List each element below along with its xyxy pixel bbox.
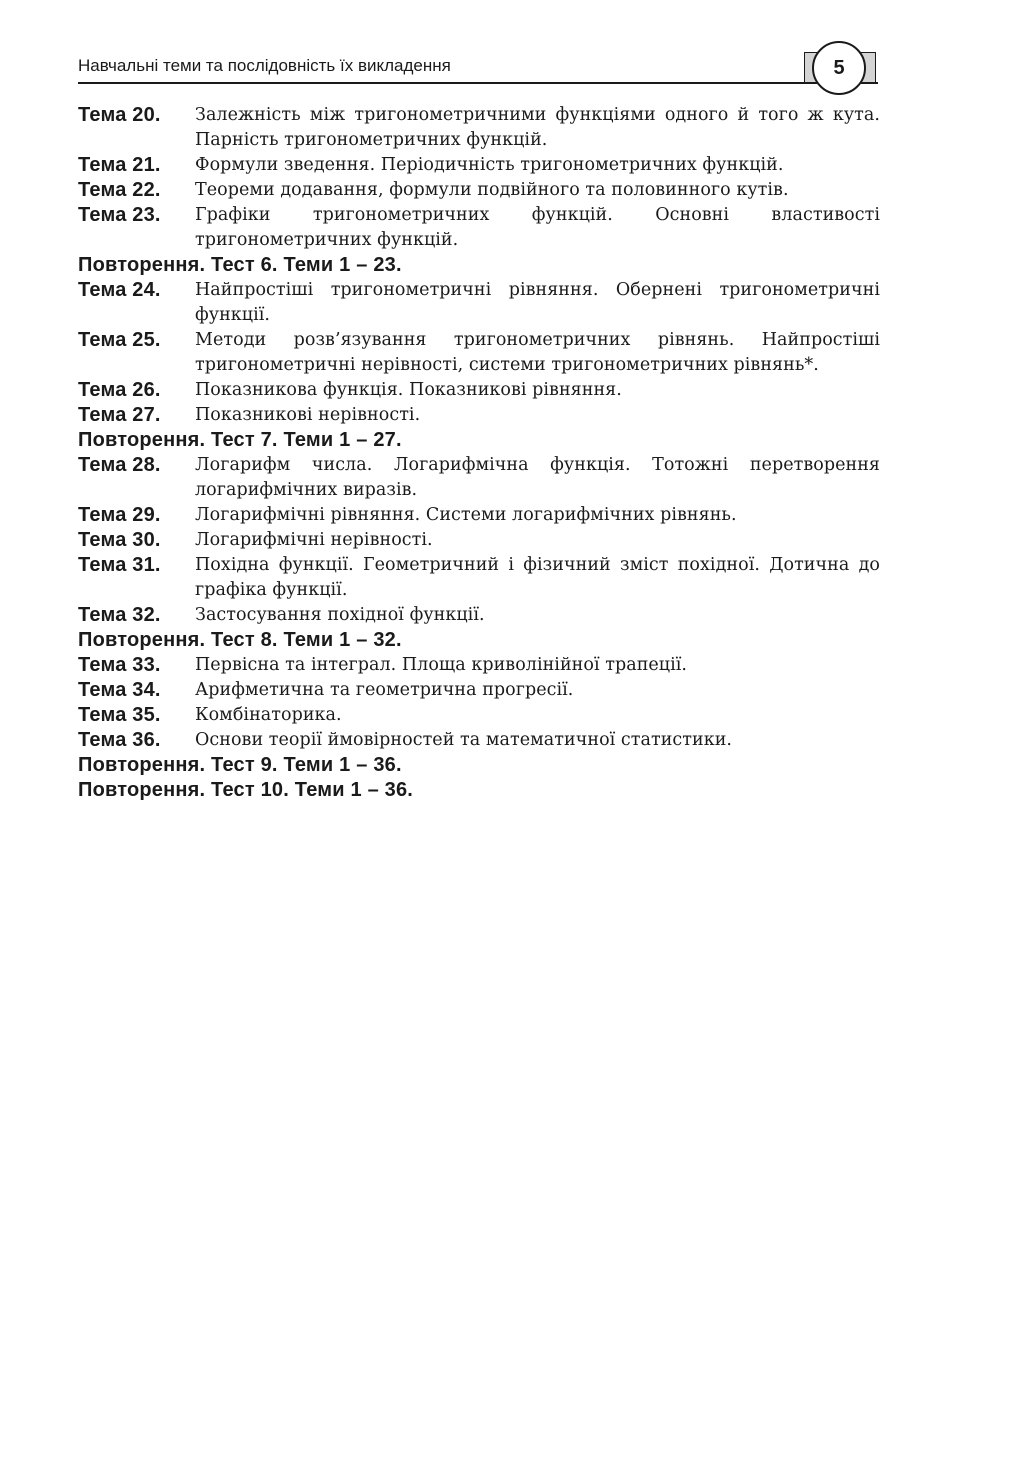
topic-entry <box>78 703 880 728</box>
review-test-line: Повторення. Тест 10. Теми 1 – 36. <box>78 779 414 801</box>
topic-title: Застосування похідної функції. <box>195 605 485 625</box>
running-title: Навчальні теми та послідовність їх викладення <box>78 56 451 75</box>
topic-entry <box>78 453 880 503</box>
topic-entry <box>78 103 880 153</box>
topic-entry <box>78 503 880 528</box>
topics-list <box>78 103 880 803</box>
topic-entry <box>78 653 880 678</box>
page-header <box>78 40 878 86</box>
topic-entry <box>78 328 880 378</box>
topic-entry <box>78 728 880 753</box>
topic-label: Тема 36. <box>78 729 161 751</box>
topic-label: Тема 27. <box>78 404 161 426</box>
topic-label: Тема 24. <box>78 279 161 301</box>
topic-entry <box>78 153 880 178</box>
topic-entry <box>78 403 880 428</box>
review-test-line: Повторення. Тест 8. Теми 1 – 32. <box>78 629 402 651</box>
topic-title: Арифметична та геометрична прогресії. <box>195 680 574 700</box>
topic-label: Тема 22. <box>78 179 161 201</box>
topic-label: Тема 23. <box>78 204 161 226</box>
topic-title: Первісна та інтеграл. Площа криволінійної трапеції. <box>195 655 688 675</box>
topic-label: Тема 28. <box>78 454 161 476</box>
topic-label: Тема 30. <box>78 529 161 551</box>
topic-title: Комбінаторика. <box>195 705 342 725</box>
topic-label: Тема 32. <box>78 604 161 626</box>
topic-title: Логарифмічні нерівності. <box>195 530 433 550</box>
topic-entry <box>78 178 880 203</box>
topic-title: Найпростіші тригонометричні рівняння. Обернені тригонометричні функції. <box>195 280 880 325</box>
header-rule <box>78 82 878 84</box>
topic-title: Похідна функції. Геометричний і фізичний зміст похідної. Дотична до графіка функції. <box>195 555 880 600</box>
topic-entry <box>78 603 880 628</box>
topic-title: Основи теорії ймовірностей та математичної статистики. <box>195 730 733 750</box>
page-number: 5 <box>812 41 866 95</box>
topic-entry <box>78 278 880 328</box>
topic-label: Тема 21. <box>78 154 161 176</box>
topic-label: Тема 25. <box>78 329 161 351</box>
topic-label: Тема 35. <box>78 704 161 726</box>
topic-label: Тема 33. <box>78 654 161 676</box>
topic-label: Тема 20. <box>78 104 161 126</box>
topic-title: Теореми додавання, формули подвійного та половинного кутів. <box>195 180 789 200</box>
topic-label: Тема 31. <box>78 554 161 576</box>
topic-title: Формули зведення. Періодичність тригонометричних функцій. <box>195 155 784 175</box>
topic-title: Логарифмічні рівняння. Системи логарифмічних рівнянь. <box>195 505 737 525</box>
topic-entry <box>78 378 880 403</box>
topic-title: Графіки тригонометричних функцій. Основні властивості тригонометричних функцій. <box>195 205 880 250</box>
topic-title: Методи розв’язування тригонометричних рівнянь. Найпростіші тригонометричні нерівності, системи тригонометричних рівнянь*. <box>195 330 880 375</box>
review-test-line: Повторення. Тест 6. Теми 1 – 23. <box>78 254 402 276</box>
topic-title: Залежність між тригонометричними функціями одного й того ж кута. Парність тригонометричних функцій. <box>195 105 880 150</box>
topic-label: Тема 34. <box>78 679 161 701</box>
topic-label: Тема 29. <box>78 504 161 526</box>
topic-entry <box>78 528 880 553</box>
topic-title: Логарифм числа. Логарифмічна функція. Тотожні перетворення логарифмічних виразів. <box>195 455 880 500</box>
topic-title: Показникові нерівності. <box>195 405 421 425</box>
topic-entry <box>78 553 880 603</box>
topic-label: Тема 26. <box>78 379 161 401</box>
topic-entry <box>78 203 880 253</box>
topic-entry <box>78 678 880 703</box>
review-test-line: Повторення. Тест 7. Теми 1 – 27. <box>78 429 402 451</box>
review-test-line: Повторення. Тест 9. Теми 1 – 36. <box>78 754 402 776</box>
topic-title: Показникова функція. Показникові рівняння. <box>195 380 622 400</box>
